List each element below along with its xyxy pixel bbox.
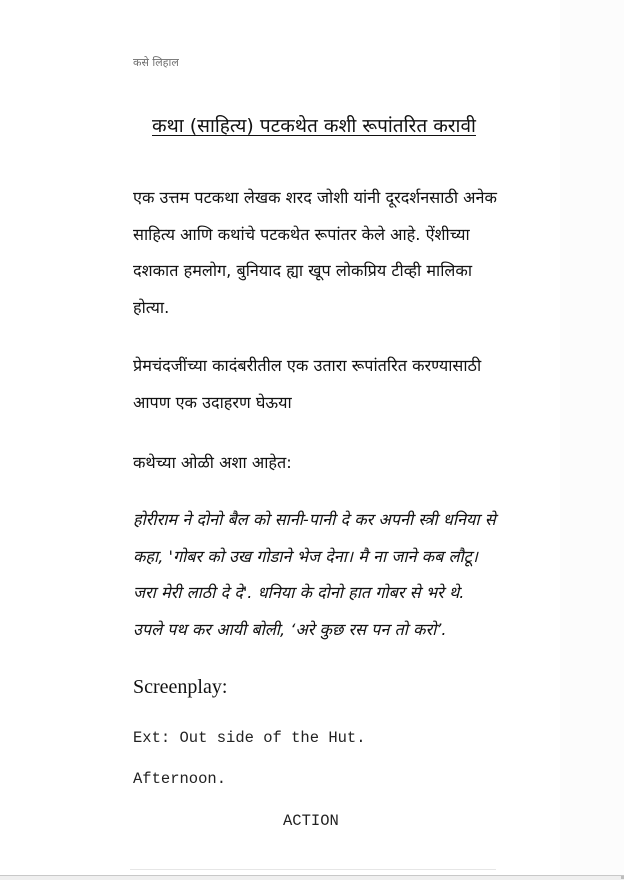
running-head: कसे लिहाल <box>133 56 179 69</box>
document-title: कथा (साहित्य) पटकथेत कशी रूपांतरित करावी <box>152 115 476 137</box>
screenplay-heading: Screenplay: <box>133 676 228 698</box>
intro-paragraph: एक उत्तम पटकथा लेखक शरद जोशी यांनी दूरदर्शनसाठी अनेक साहित्य आणि कथांचे पटकथेत रूपांतर केले आहे. ऐंशीच्या दशकात हमलोग, बुनियाद ह्या खूप लोकप्रिय टीव्ही मालिका होत्या. <box>133 188 497 317</box>
scene-time: Afternoon. <box>133 770 227 788</box>
action-label: ACTION <box>283 812 339 830</box>
horizontal-scrollbar[interactable] <box>0 875 624 880</box>
page-divider <box>130 869 496 870</box>
example-paragraph: प्रेमचंदजींच्या कादंबरीतील एक उतारा रूपांतरित करण्यासाठी आपण एक उदाहरण घेऊया <box>133 356 482 412</box>
scene-heading: Ext: Out side of the Hut. <box>133 729 366 747</box>
story-quote: होरीराम ने दोनो बैल को सानी-पानी दे कर अपनी स्त्री धनिया से कहा, 'गोबर को उख गोडाने भेज देना। मै ना जाने कब लौटू। जरा मेरी लाठी दे दे'. धनिया के दोनो हात गोबर से भरे थे. उपले पथ कर आयी बोली, ‘अरे कुछ रस पन तो करो’. <box>133 510 496 639</box>
story-lines-label: कथेच्या ओळी अशा आहेत: <box>133 453 292 472</box>
